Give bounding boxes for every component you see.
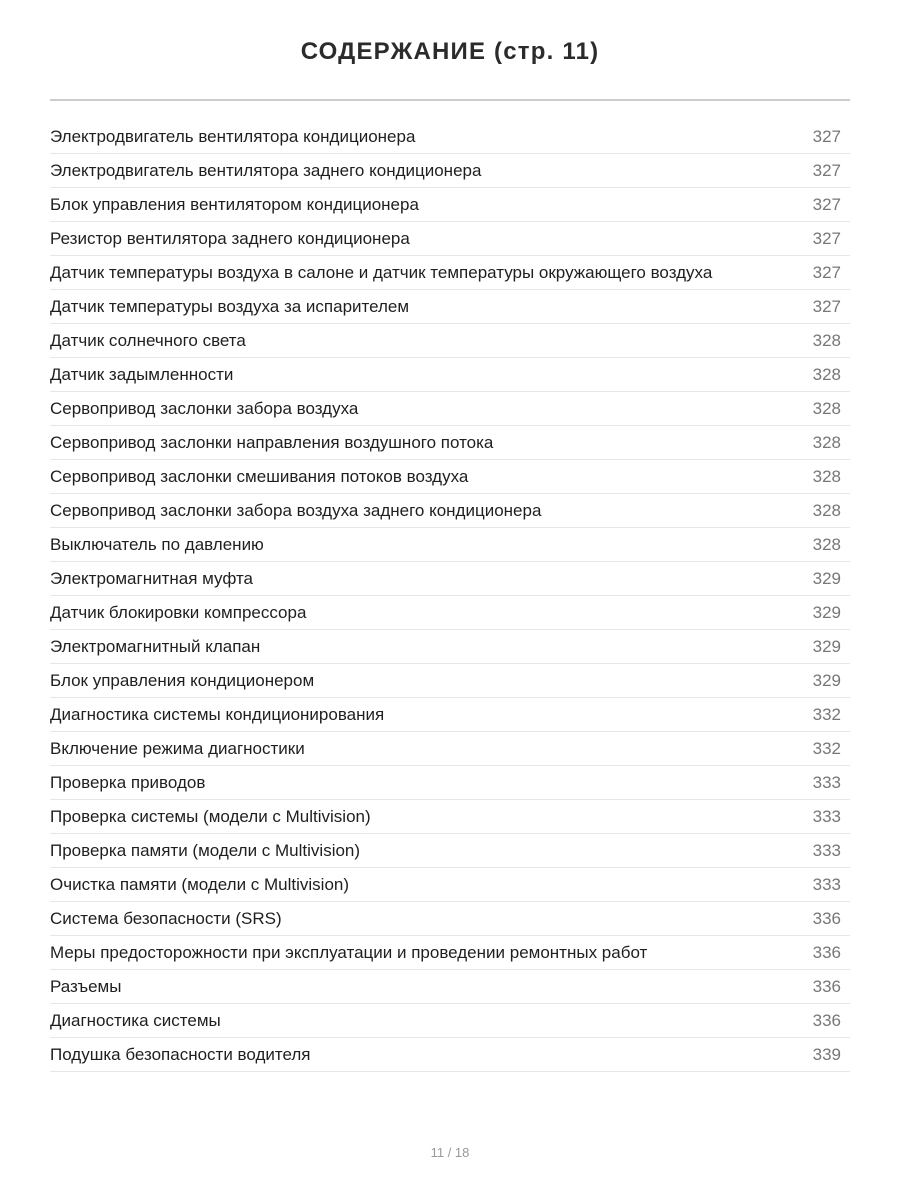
toc-entry-title: Блок управления вентилятором кондиционера <box>50 194 419 214</box>
table-of-contents <box>50 120 850 1072</box>
toc-entry-page: 328 <box>812 500 841 520</box>
toc-entry[interactable] <box>50 562 850 596</box>
toc-entry-page: 329 <box>812 636 841 656</box>
toc-entry-title: Проверка приводов <box>50 772 206 792</box>
toc-entry-title: Сервопривод заслонки забора воздуха <box>50 398 359 418</box>
toc-entry[interactable] <box>50 766 850 800</box>
toc-entry-page: 336 <box>812 908 841 928</box>
toc-entry-title: Система безопасности (SRS) <box>50 908 282 928</box>
toc-entry-page: 339 <box>812 1044 841 1064</box>
toc-entry[interactable] <box>50 494 850 528</box>
toc-entry-page: 327 <box>812 228 841 248</box>
toc-entry-page: 328 <box>812 330 841 350</box>
toc-entry-title: Датчик задымленности <box>50 364 234 384</box>
toc-entry-page: 328 <box>812 466 841 486</box>
toc-entry-title: Электромагнитный клапан <box>50 636 261 656</box>
toc-entry[interactable] <box>50 936 850 970</box>
toc-entry-page: 329 <box>812 602 841 622</box>
toc-entry-title: Сервопривод заслонки забора воздуха заднего кондиционера <box>50 500 542 520</box>
toc-entry[interactable] <box>50 358 850 392</box>
toc-entry[interactable] <box>50 392 850 426</box>
toc-entry-page: 329 <box>812 670 841 690</box>
page-title: СОДЕРЖАНИЕ (стр. 11) <box>300 38 600 65</box>
toc-entry[interactable] <box>50 630 850 664</box>
toc-entry[interactable] <box>50 460 850 494</box>
toc-entry-page: 336 <box>812 1010 841 1030</box>
toc-entry-page: 332 <box>812 738 841 758</box>
toc-entry-page: 328 <box>812 398 841 418</box>
toc-entry[interactable] <box>50 800 850 834</box>
toc-entry[interactable] <box>50 834 850 868</box>
toc-entry-title: Сервопривод заслонки направления воздушного потока <box>50 432 494 452</box>
toc-entry-page: 327 <box>812 160 841 180</box>
toc-entry[interactable] <box>50 222 850 256</box>
toc-entry-title: Подушка безопасности водителя <box>50 1044 311 1064</box>
toc-entry[interactable] <box>50 1038 850 1072</box>
toc-entry-title: Датчик температуры воздуха в салоне и датчик температуры окружающего воздуха <box>50 262 713 282</box>
toc-entry-page: 333 <box>812 772 841 792</box>
toc-entry-title: Проверка системы (модели с Multivision) <box>50 806 371 826</box>
toc-entry[interactable] <box>50 324 850 358</box>
toc-entry-title: Электродвигатель вентилятора заднего кондиционера <box>50 160 482 180</box>
toc-entry-page: 327 <box>812 126 841 146</box>
toc-entry-title: Сервопривод заслонки смешивания потоков воздуха <box>50 466 469 486</box>
toc-entry-page: 328 <box>812 364 841 384</box>
toc-entry-page: 327 <box>812 262 841 282</box>
toc-entry[interactable] <box>50 732 850 766</box>
toc-entry[interactable] <box>50 426 850 460</box>
toc-entry-title: Электродвигатель вентилятора кондиционера <box>50 126 416 146</box>
toc-entry[interactable] <box>50 154 850 188</box>
toc-entry-title: Меры предосторожности при эксплуатации и проведении ремонтных работ <box>50 942 648 962</box>
toc-entry-title: Включение режима диагностики <box>50 738 305 758</box>
toc-entry-title: Проверка памяти (модели с Multivision) <box>50 840 361 860</box>
toc-entry-title: Датчик блокировки компрессора <box>50 602 307 622</box>
toc-entry-title: Датчик температуры воздуха за испарителем <box>50 296 410 316</box>
toc-entry-page: 332 <box>812 704 841 724</box>
toc-entry-title: Блок управления кондиционером <box>50 670 315 690</box>
toc-entry-page: 328 <box>812 432 841 452</box>
toc-entry-page: 333 <box>812 874 841 894</box>
toc-entry-page: 333 <box>812 806 841 826</box>
toc-entry[interactable] <box>50 902 850 936</box>
toc-entry[interactable] <box>50 868 850 902</box>
page-indicator: 11 / 18 <box>430 1145 470 1160</box>
toc-entry-title: Диагностика системы <box>50 1010 221 1030</box>
toc-entry[interactable] <box>50 188 850 222</box>
toc-entry-page: 328 <box>812 534 841 554</box>
toc-entry[interactable] <box>50 970 850 1004</box>
toc-entry-title: Разъемы <box>50 976 122 996</box>
toc-entry-page: 336 <box>812 976 841 996</box>
toc-entry-title: Датчик солнечного света <box>50 330 246 350</box>
toc-entry-title: Резистор вентилятора заднего кондиционера <box>50 228 410 248</box>
toc-entry-page: 327 <box>812 296 841 316</box>
toc-entry-title: Очистка памяти (модели с Multivision) <box>50 874 350 894</box>
toc-entry-page: 329 <box>812 568 841 588</box>
toc-entry[interactable] <box>50 664 850 698</box>
toc-entry-page: 336 <box>812 942 841 962</box>
toc-entry-title: Диагностика системы кондиционирования <box>50 704 385 724</box>
toc-entry[interactable] <box>50 698 850 732</box>
toc-entry[interactable] <box>50 1004 850 1038</box>
toc-entry[interactable] <box>50 596 850 630</box>
toc-entry-title: Электромагнитная муфта <box>50 568 253 588</box>
toc-entry[interactable] <box>50 120 850 154</box>
title-divider <box>50 99 850 101</box>
toc-entry-title: Выключатель по давлению <box>50 534 264 554</box>
toc-entry-page: 327 <box>812 194 841 214</box>
toc-entry[interactable] <box>50 256 850 290</box>
toc-entry[interactable] <box>50 290 850 324</box>
toc-entry-page: 333 <box>812 840 841 860</box>
toc-entry[interactable] <box>50 528 850 562</box>
